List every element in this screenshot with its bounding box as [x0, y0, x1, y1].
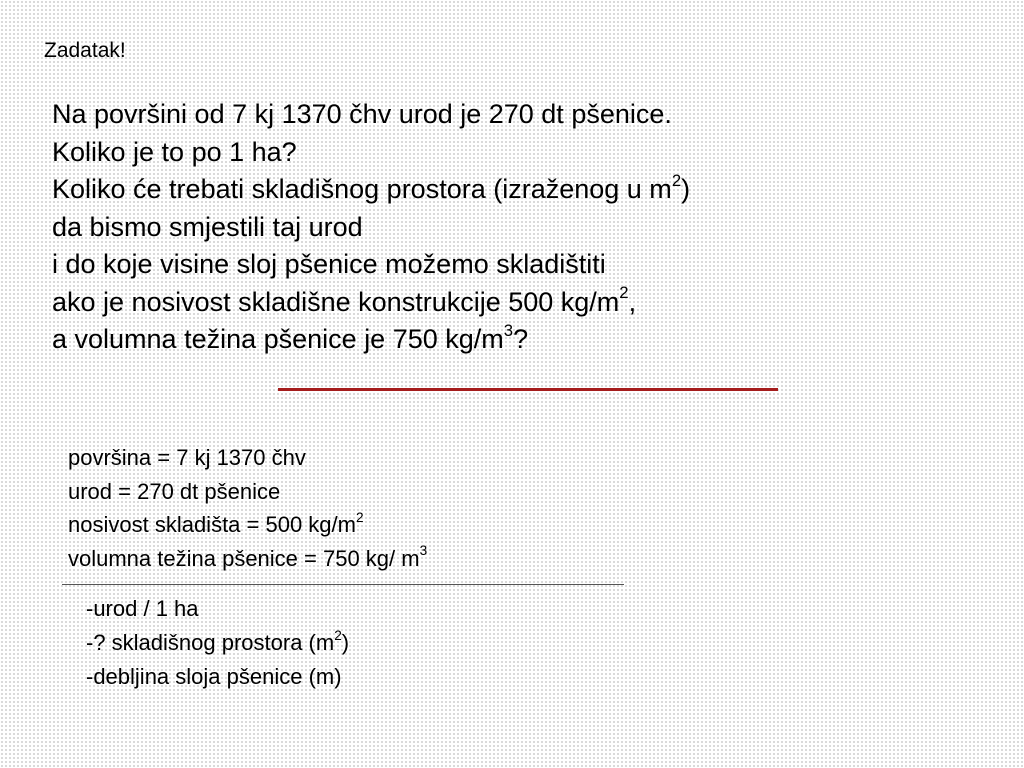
- problem-line-7-text: a volumna težina pšenice je 750 kg/m: [52, 324, 504, 354]
- problem-line-3: [52, 171, 690, 209]
- problem-line-3-text: Koliko će trebati skladišnog prostora (izraženog u m: [52, 174, 672, 204]
- problem-line-5: i do koje visine sloj pšenice možemo skladištiti: [52, 249, 606, 279]
- unknown-storage-area-text: -? skladišnog prostora (m: [86, 630, 335, 655]
- given-capacity: [68, 508, 427, 542]
- problem-line-3-end: ): [681, 174, 691, 204]
- problem-line-7-end: ?: [513, 324, 529, 354]
- given-density: [68, 542, 427, 576]
- unknown-storage-area: [86, 626, 349, 660]
- problem-line-7: [52, 321, 690, 359]
- superscript: 2: [671, 170, 682, 190]
- problem-line-6-end: ,: [628, 286, 637, 317]
- problem-statement: [52, 96, 690, 359]
- unknown-yield-per-ha: -urod / 1 ha: [86, 596, 199, 621]
- problem-line-6-text: ako je nosivost skladišne konstrukcije 500 kg/m: [52, 286, 620, 317]
- unknown-storage-area-end: ): [341, 630, 350, 655]
- accent-divider: [278, 388, 778, 391]
- given-capacity-text: nosivost skladišta = 500 kg/m: [68, 512, 356, 537]
- superscript: 3: [503, 320, 514, 340]
- unknowns-list: [86, 592, 349, 694]
- problem-line-2: Koliko je to po 1 ha?: [52, 136, 297, 167]
- problem-line-1: Na površini od 7 kj 1370 čhv urod je 270 dt pšenice.: [52, 99, 672, 129]
- problem-line-6: [52, 284, 690, 322]
- superscript: 2: [355, 509, 364, 525]
- unknown-layer-thickness: -debljina sloja pšenice (m): [86, 664, 342, 689]
- given-yield: urod = 270 dt pšenice: [68, 478, 281, 504]
- given-area: površina = 7 kj 1370 čhv: [68, 445, 306, 470]
- given-divider: [62, 584, 624, 585]
- problem-line-4: da bismo smjestili taj urod: [52, 211, 363, 242]
- superscript: 2: [619, 283, 629, 302]
- superscript: 2: [334, 627, 342, 643]
- given-values: [68, 441, 427, 575]
- superscript: 3: [419, 543, 428, 559]
- given-density-text: volumna težina pšenice = 750 kg/ m: [68, 545, 420, 571]
- slide-heading: Zadatak!: [44, 39, 126, 62]
